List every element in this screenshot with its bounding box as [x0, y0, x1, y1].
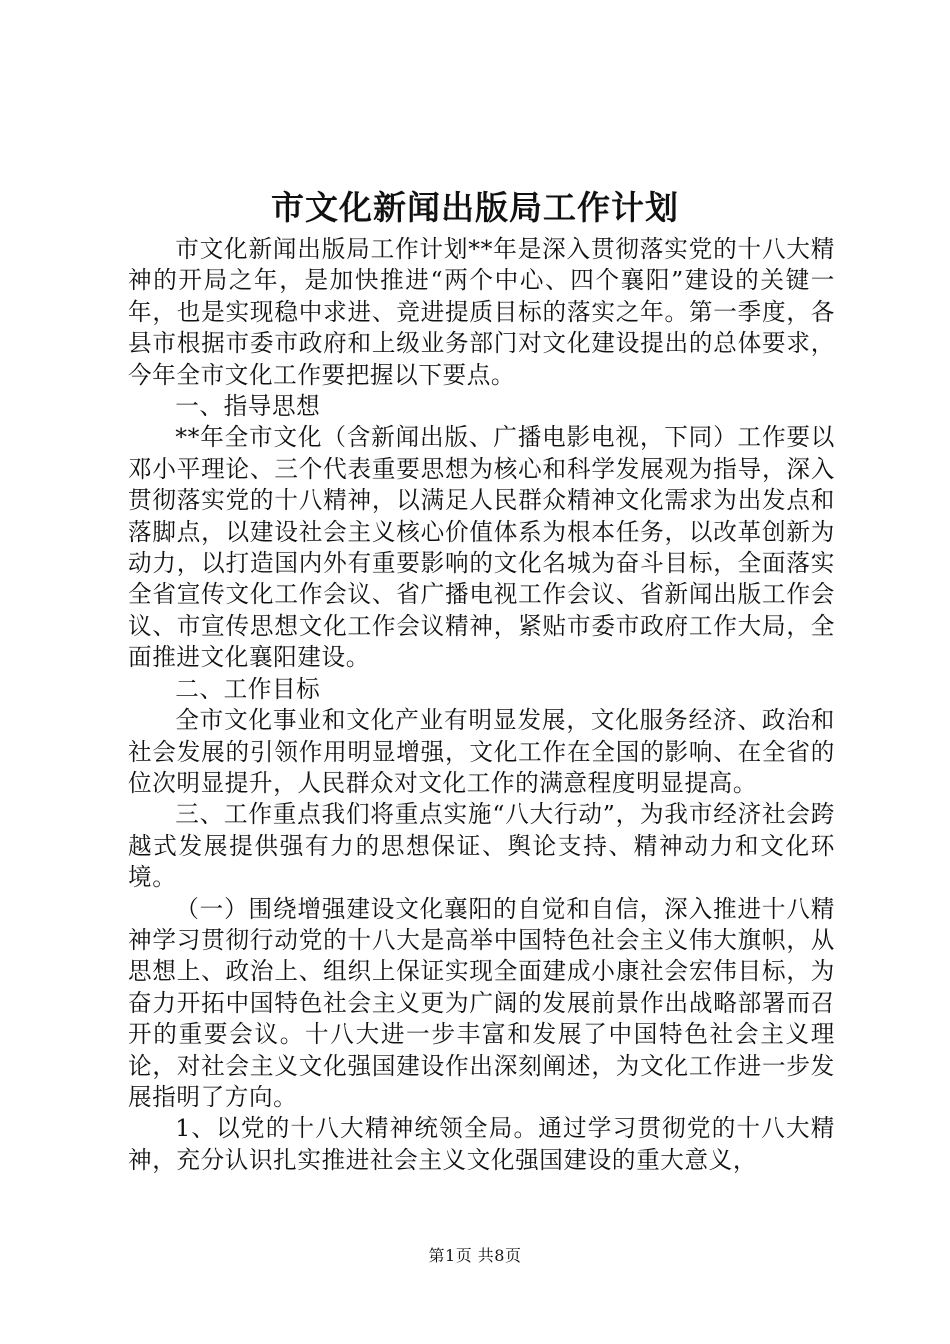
work-goals-paragraph: 全市文化事业和文化产业有明显发展，文化服务经济、政治和社会发展的引领作用明显增强，文化工作在全国的影响、在全省的位次明显提升，人民群众对文化工作的满意程度明显提高。	[128, 706, 835, 797]
item-one-paragraph: 1、以党的十八大精神统领全局。通过学习贯彻党的十八大精神，充分认识扎实推进社会主义文化强国建设的重大意义，	[128, 1114, 835, 1174]
document-body	[128, 234, 835, 1176]
intro-paragraph: 市文化新闻出版局工作计划**年是深入贯彻落实党的十八大精神的开局之年，是加快推进“两个中心、四个襄阳”建设的关键一年，也是实现稳中求进、竞进提质目标的落实之年。第一季度，各县市根据市委市政府和上级业务部门对文化建设提出的总体要求，今年全市文化工作要把握以下要点。	[128, 235, 835, 389]
document-title: 市文化新闻出版局工作计划	[271, 188, 679, 227]
page-number-footer: 第1页 共8页	[428, 1246, 522, 1265]
section-heading-guiding-ideology: 一、指导思想	[175, 392, 321, 421]
subsection-one-paragraph: （一）围绕增强建设文化襄阳的自觉和自信，深入推进十八精神学习贯彻行动党的十八大是高举中国特色社会主义伟大旗帜，从思想上、政治上、组织上保证实现全面建成小康社会宏伟目标，为奋力开拓中国特色社会主义更为广阔的发展前景作出战略部署而召开的重要会议。十八大进一步丰富和发展了中国特色社会主义理论，对社会主义文化强国建设作出深刻阐述，为文化工作进一步发展指明了方向。	[128, 894, 835, 1111]
guiding-ideology-paragraph: **年全市文化（含新闻出版、广播电影电视，下同）工作要以邓小平理论、三个代表重要思想为核心和科学发展观为指导，深入贯彻落实党的十八精神，以满足人民群众精神文化需求为出发点和落脚点，以建设社会主义核心价值体系为根本任务，以改革创新为动力，以打造国内外有重要影响的文化名城为奋斗目标，全面落实全省宣传文化工作会议、省广播电视工作会议、省新闻出版工作会议、市宣传思想文化工作会议精神，紧贴市委市政府工作大局，全面推进文化襄阳建设。	[128, 423, 835, 672]
work-focus-paragraph: 三、工作重点我们将重点实施“八大行动”，为我市经济社会跨越式发展提供强有力的思想保证、舆论支持、精神动力和文化环境。	[128, 800, 835, 892]
section-heading-work-goals: 二、工作目标	[175, 674, 321, 703]
